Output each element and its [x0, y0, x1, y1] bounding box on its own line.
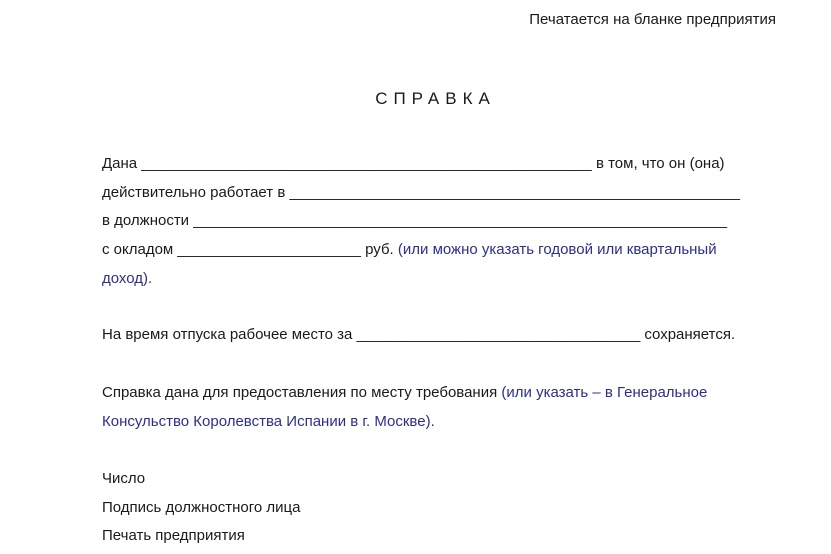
income-end: ).	[143, 270, 153, 287]
vacation-line: На время отпуска рабочее место за __________________________________ сохраняется.	[102, 326, 736, 343]
consulate-note: Консульство Королевства Испании в г. Москве	[102, 413, 426, 430]
consulate-end: ).	[425, 413, 435, 430]
issued-to-line: Дана ______________________________________________________ в том, что он (она)	[102, 155, 725, 172]
employer-line: действительно работает в ______________________________________________________	[102, 184, 740, 201]
position-line: в должности ________________________________________________________________	[102, 212, 728, 229]
date-label: Число	[102, 470, 146, 487]
document-title: СПРАВКА	[375, 89, 496, 108]
purpose-note: (или указать – в Генеральное	[501, 384, 708, 401]
income-line	[102, 270, 152, 287]
stamp-label: Печать предприятия	[102, 527, 245, 544]
purpose-text: Справка дана для предоставления по месту требования	[102, 384, 502, 401]
consulate-line	[102, 413, 435, 430]
header-note: Печатается на бланке предприятия	[529, 11, 776, 28]
purpose-line	[102, 384, 707, 401]
salary-note: (или можно указать годовой или квартальный	[397, 241, 717, 258]
salary-line	[102, 241, 717, 258]
income-note: доход	[102, 270, 144, 287]
salary-text: с окладом ______________________ руб.	[102, 241, 398, 258]
signature-label: Подпись должностного лица	[102, 499, 301, 516]
